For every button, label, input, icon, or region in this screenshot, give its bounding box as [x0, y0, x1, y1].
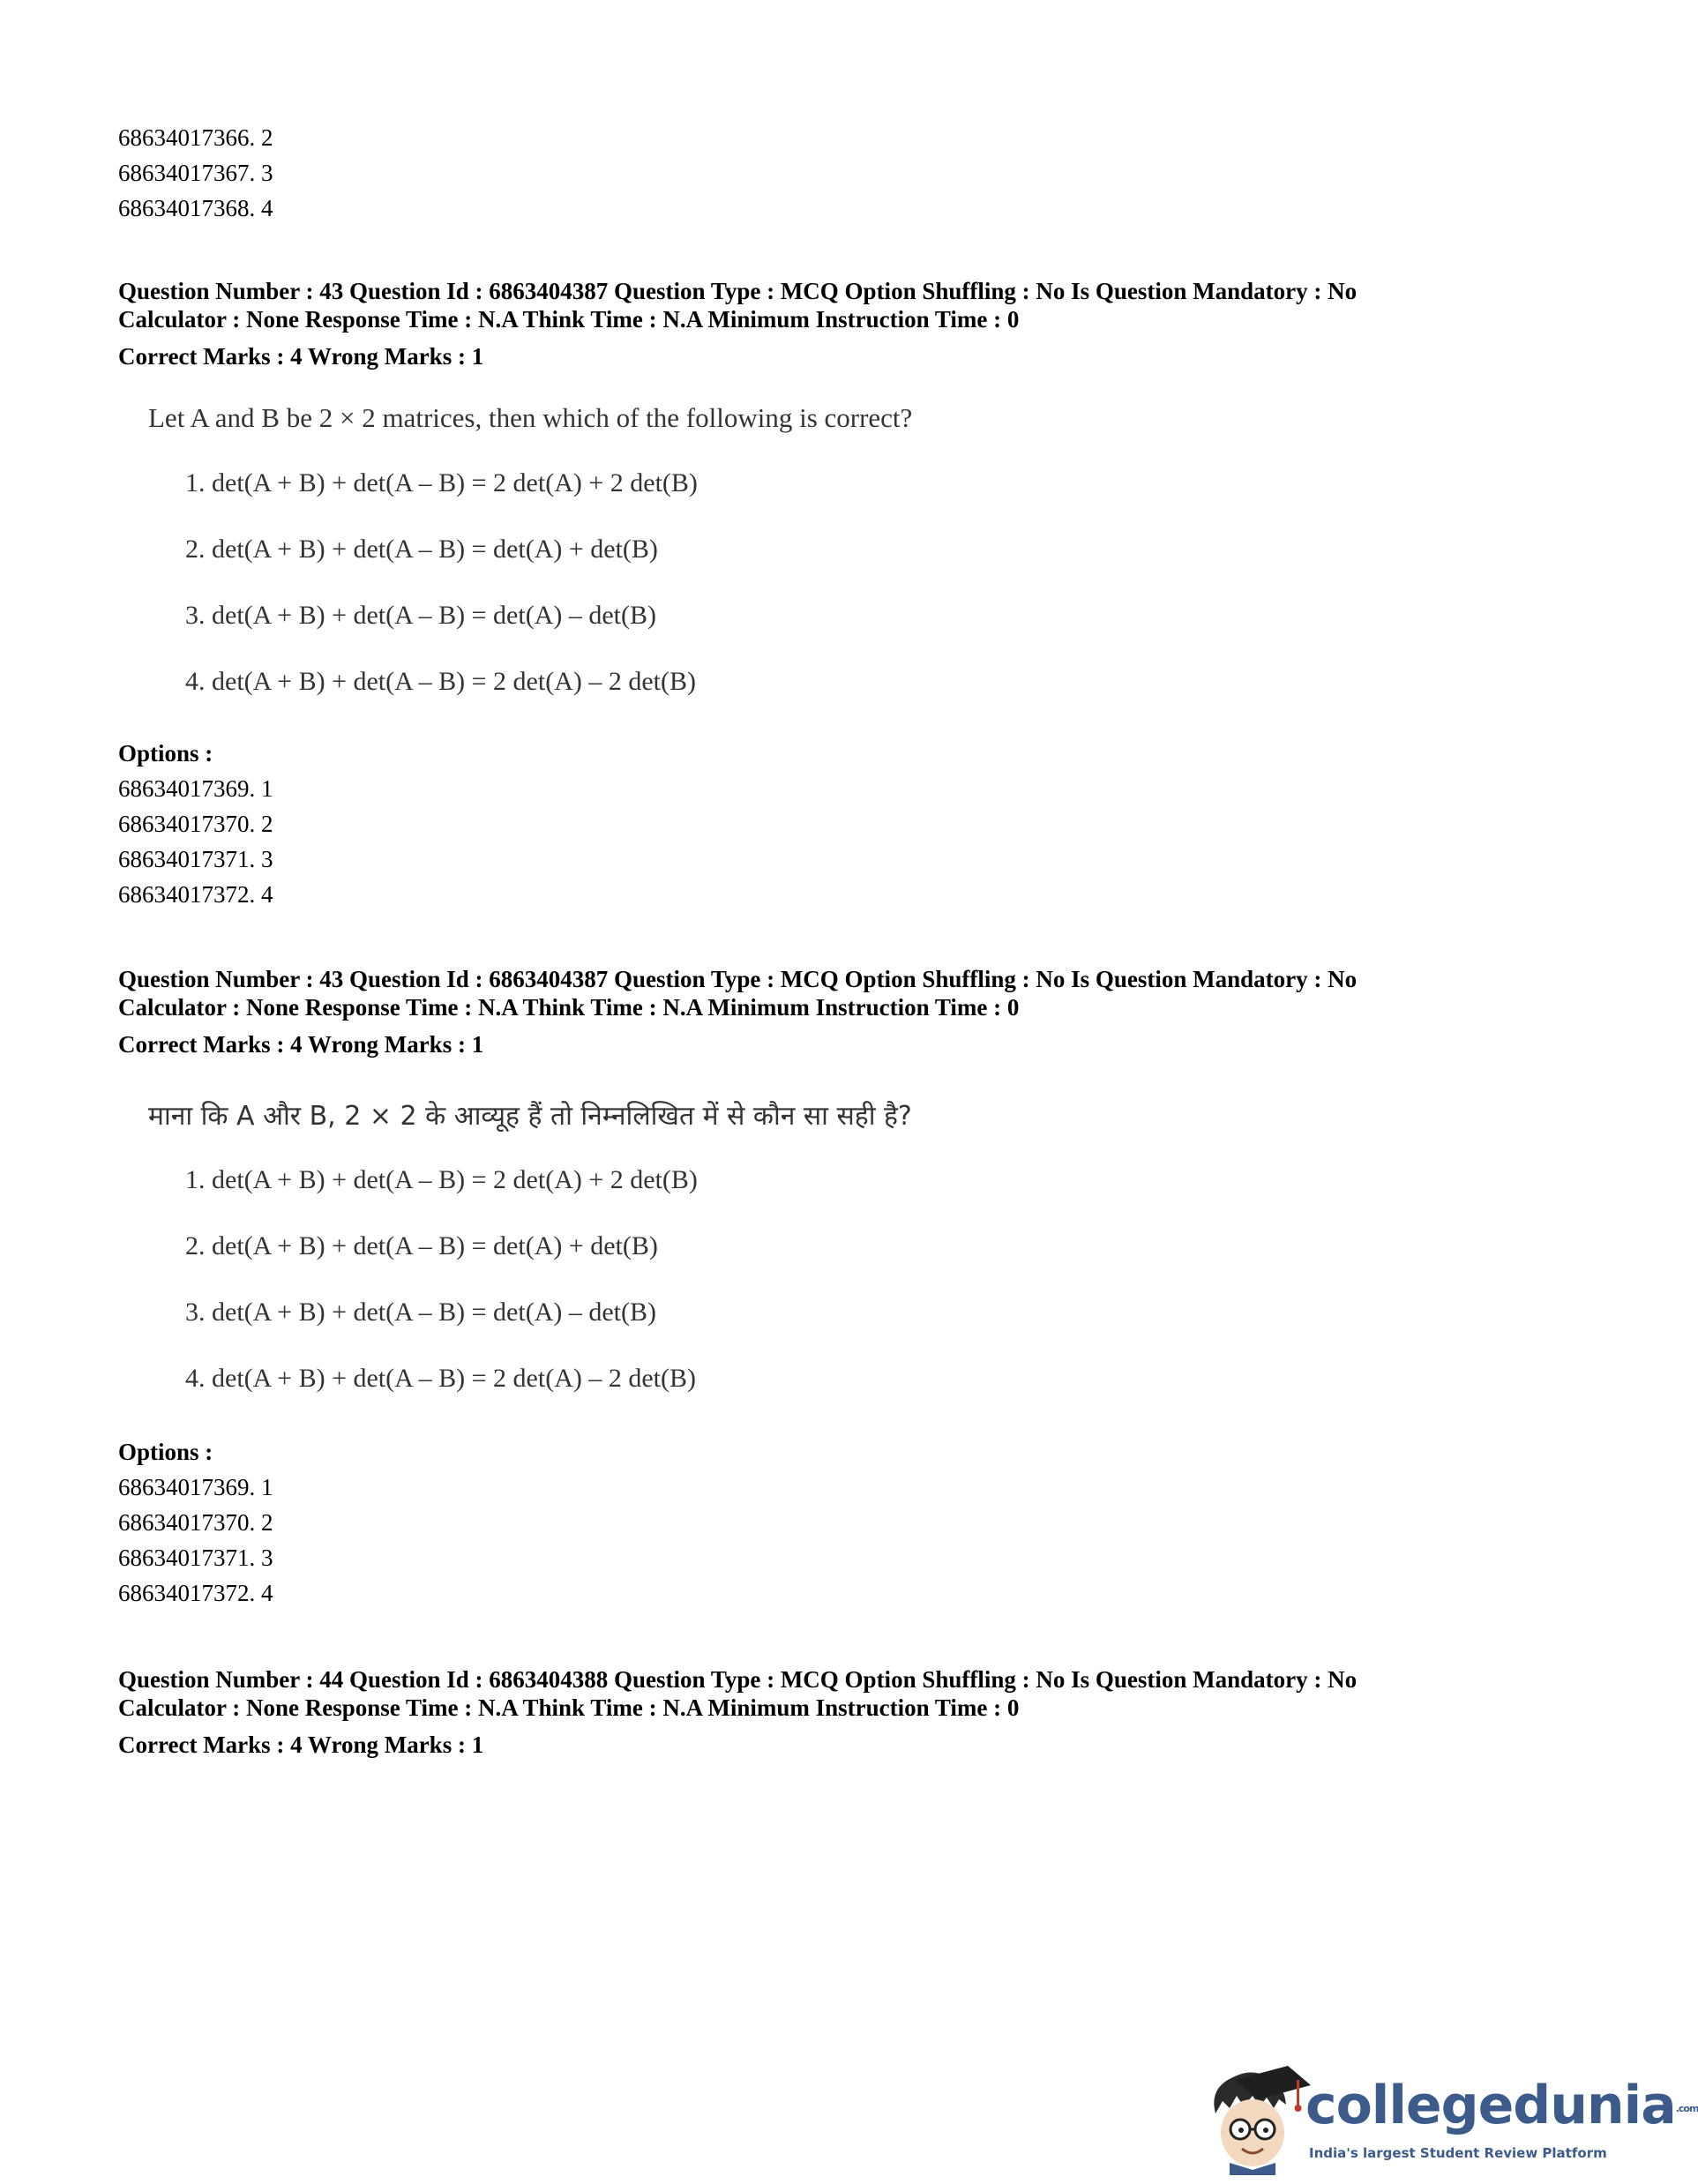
options-label: Options : [118, 740, 213, 767]
question-header-line1: Question Number : 44 Question Id : 6863404388 Question Type : MCQ Option Shuffling : No Is Question Mandatory : No [118, 1666, 1358, 1693]
choice-1: 1. det(A + B) + det(A – B) = 2 det(A) + 2 det(B) [185, 468, 698, 497]
question-header-line2: Calculator : None Response Time : N.A Think Time : N.A Minimum Instruction Time : 0 [118, 994, 1020, 1021]
option-line: 68634017372. 4 [118, 881, 273, 908]
choice-1: 1. det(A + B) + det(A – B) = 2 det(A) + 2 det(B) [185, 1165, 698, 1194]
choice-2: 2. det(A + B) + det(A – B) = det(A) + det(B) [185, 535, 658, 564]
choice-3: 3. det(A + B) + det(A – B) = det(A) – det(B) [185, 601, 656, 630]
option-line: 68634017369. 1 [118, 1474, 273, 1500]
marks-line: Correct Marks : 4 Wrong Marks : 1 [118, 343, 484, 370]
brand-tagline: India's largest Student Review Platform [1309, 2145, 1607, 2161]
options-label: Options : [118, 1439, 213, 1465]
choice-4: 4. det(A + B) + det(A – B) = 2 det(A) – 2 det(B) [185, 667, 696, 696]
option-line: 68634017372. 4 [118, 1580, 273, 1606]
option-line: 68634017367. 3 [118, 160, 273, 186]
question-header-line2: Calculator : None Response Time : N.A Think Time : N.A Minimum Instruction Time : 0 [118, 306, 1020, 333]
marks-line: Correct Marks : 4 Wrong Marks : 1 [118, 1031, 484, 1058]
option-line: 68634017371. 3 [118, 846, 273, 872]
option-line: 68634017370. 2 [118, 811, 273, 837]
marks-line: Correct Marks : 4 Wrong Marks : 1 [118, 1731, 484, 1758]
option-line: 68634017366. 2 [118, 124, 273, 151]
option-line: 68634017370. 2 [118, 1509, 273, 1536]
question-image-english [148, 400, 913, 696]
choice-3: 3. det(A + B) + det(A – B) = det(A) – det(B) [185, 1298, 656, 1327]
question-header-line1: Question Number : 43 Question Id : 6863404387 Question Type : MCQ Option Shuffling : No Is Question Mandatory : No [118, 278, 1358, 304]
option-line: 68634017369. 1 [118, 775, 273, 802]
choice-2: 2. det(A + B) + det(A – B) = det(A) + det(B) [185, 1231, 658, 1260]
collegedunia-logo[interactable] [1200, 2061, 1698, 2175]
option-line: 68634017368. 4 [118, 195, 273, 221]
student-mascot-icon [1200, 2061, 1314, 2175]
option-line: 68634017371. 3 [118, 1545, 273, 1571]
brand-com: .com [1675, 2102, 1698, 2114]
brand-name [1305, 2075, 1698, 2136]
question-header-line2: Calculator : None Response Time : N.A Think Time : N.A Minimum Instruction Time : 0 [118, 1694, 1020, 1721]
question-header-line1: Question Number : 43 Question Id : 6863404387 Question Type : MCQ Option Shuffling : No Is Question Mandatory : No [118, 966, 1358, 992]
choice-4: 4. det(A + B) + det(A – B) = 2 det(A) – 2 det(B) [185, 1364, 696, 1393]
brand-text: collegedunia [1305, 2075, 1676, 2136]
question-image-hindi [148, 1099, 912, 1393]
question-stem: माना कि A और B, 2 × 2 के आव्यूह हैं तो निम्नलिखित में से कौन सा सही है? [148, 1101, 912, 1132]
question-stem: Let A and B be 2 × 2 matrices, then which of the following is correct? [148, 402, 913, 433]
